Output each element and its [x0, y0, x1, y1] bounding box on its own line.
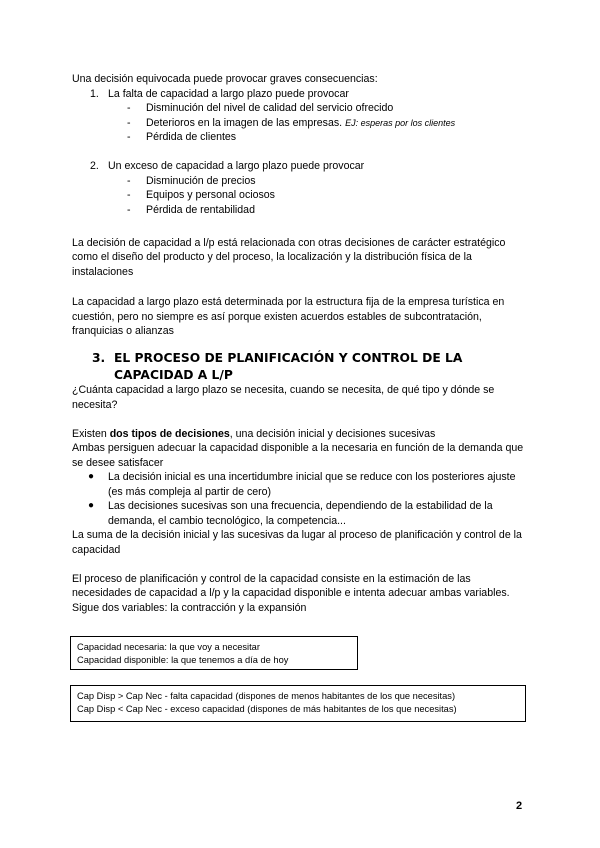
decision-types-bold: dos tipos de decisiones: [109, 427, 230, 440]
numbered-item-1: [72, 87, 532, 102]
bullet-icon: ●: [88, 500, 95, 511]
section-heading: [92, 350, 532, 383]
example-note: EJ: esperas por los clientes: [345, 117, 456, 128]
box-line: Capacidad disponible: la que tenemos a día de hoy: [77, 654, 289, 665]
dash-marker: -: [127, 131, 131, 143]
capacity-consequences-section: [72, 72, 532, 339]
bullet-text: Las decisiones sucesivas son una frecuencia, dependiendo de la estabilidad de la demanda, el cambio tecnológico, la competencia...: [108, 500, 493, 527]
decision-types-prefix: Existen: [72, 427, 110, 440]
decision-types-text: [72, 427, 532, 442]
intro-text: Una decisión equivocada puede provocar graves consecuencias:: [72, 73, 378, 85]
list-number: 1.: [90, 87, 99, 100]
dash-item: [72, 116, 532, 131]
question-text: ¿Cuánta capacidad a largo plazo se necesita, cuando se necesita, de qué tipo y dónde se necesita?: [72, 384, 495, 411]
dash-marker: -: [127, 189, 131, 201]
paragraph-sum-decisions: La suma de la decisión inicial y las sucesivas da lugar al proceso de planificación y control de la capacidad: [72, 529, 522, 556]
bullet-text: La decisión inicial es una incertidumbre inicial que se reduce con los posteriores ajuste (es más compleja al partir de cero): [108, 471, 516, 498]
dash-marker: -: [127, 174, 131, 187]
dash-item-text: Deterioros en la imagen de las empresas.: [146, 116, 343, 129]
planning-process-section: [72, 383, 532, 615]
section-title: EL PROCESO DE PLANIFICACIÓN Y CONTROL DE LA CAPACIDAD A L/P: [114, 351, 463, 382]
capacity-comparison-box: [70, 685, 526, 722]
dash-marker: -: [127, 102, 131, 114]
bullet-icon: ●: [88, 471, 95, 482]
dash-item-text: Pérdida de clientes: [146, 131, 237, 143]
paragraph-adjust-capacity: Ambas persiguen adecuar la capacidad disponible a la necesaria en función de la demanda que se desee satisfacer: [72, 442, 524, 469]
capacity-definitions-box: [70, 636, 358, 670]
dash-marker: -: [127, 203, 131, 216]
section-number: 3.: [92, 351, 106, 365]
dash-item: [72, 101, 532, 116]
dash-item: [72, 130, 532, 145]
box-line: Cap Disp > Cap Nec - falta capacidad (dispones de menos habitantes de los que necesitas): [77, 691, 456, 701]
dash-item-text: Equipos y personal ociosos: [146, 189, 275, 201]
paragraph-planning-definition: El proceso de planificación y control de la capacidad consiste en la estimación de las necesidades de capacidad a l/p y la capacidad disponible e intenta adecuar ambas variables. Sigue dos variables: la contracción y la expansión: [72, 572, 510, 614]
dash-item: [72, 203, 532, 218]
numbered-item-text: La falta de capacidad a largo plazo puede provocar: [108, 87, 349, 100]
numbered-item-2: [72, 159, 532, 174]
paragraph-strategic-decisions: La decisión de capacidad a l/p está relacionada con otras decisiones de carácter estratégico como el diseño del producto y del proceso, la localización y la distribución física de la instalaciones: [72, 236, 506, 278]
page-number: 2: [516, 800, 523, 812]
box-line: Capacidad necesaria: la que voy a necesitar: [77, 642, 260, 652]
bullet-item: [72, 470, 532, 499]
dash-marker: -: [127, 116, 131, 129]
dash-item: [72, 174, 532, 189]
paragraph-fixed-structure: La capacidad a largo plazo está determinada por la estructura fija de la empresa turística en cuestión, pero no siempre es así porque existen acuerdos estables de subcontratación, franquicias o alianzas: [72, 296, 505, 337]
box-line: Cap Disp < Cap Nec - exceso capacidad (dispones de más habitantes de los que necesitas): [77, 703, 457, 714]
dash-item-text: Disminución del nivel de calidad del servicio ofrecido: [146, 102, 394, 114]
list-number: 2.: [90, 160, 99, 172]
dash-item-text: Pérdida de rentabilidad: [146, 203, 255, 216]
bullet-item: [72, 499, 532, 528]
numbered-item-text: Un exceso de capacidad a largo plazo puede provocar: [108, 160, 365, 172]
decision-types-suffix: , una decisión inicial y decisiones sucesivas: [229, 427, 436, 440]
dash-item: [72, 188, 532, 203]
dash-item-text: Disminución de precios: [146, 174, 256, 187]
